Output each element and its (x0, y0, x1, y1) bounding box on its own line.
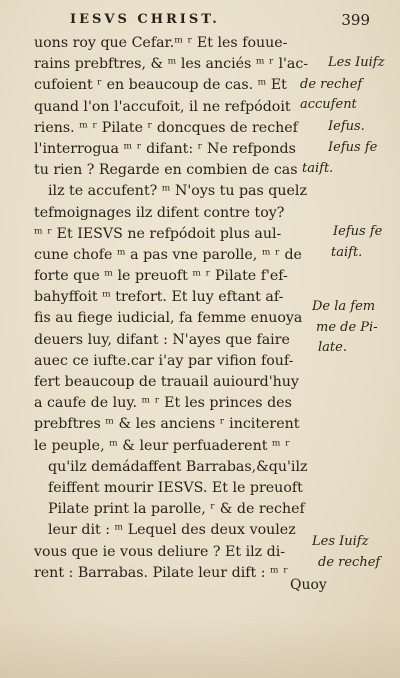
margin-note: Iefus. (328, 119, 365, 134)
margin-note: taift. (331, 245, 363, 260)
page-bottom-shade (0, 618, 400, 678)
margin-note: late. (318, 340, 347, 355)
running-head: IESVS CHRIST. (70, 12, 220, 27)
text-line: cufoient ʳ en beaucoup de cas. ᵐ Et (34, 77, 287, 94)
margin-note: accufent (300, 97, 357, 112)
text-line: tefmoignages ilz difent contre toy? (34, 204, 285, 221)
text-line: rains prebftres, & ᵐ les anciés ᵐ ʳ l'ac- (34, 56, 309, 73)
text-line: l'interrogua ᵐ ʳ difant: ʳ Ne refponds (34, 140, 296, 157)
text-line: uons roy que Cefar.ᵐ ʳ Et les fouue- (34, 35, 288, 51)
text-line: tu rien ? Regarde en combien de cas (34, 162, 298, 179)
margin-note: De la fem (312, 299, 376, 314)
page-header (40, 12, 370, 32)
margin-note: Les Iuifz (328, 55, 385, 70)
page-number: 399 (341, 11, 370, 29)
text-line: cune chofe ᵐ a pas vne parolle, ᵐ ʳ de (34, 246, 302, 263)
text-line: fis au fiege iudicial, fa femme enuoya (34, 310, 303, 327)
text-line: fert beaucoup de trauail auiourd'huy (34, 374, 299, 390)
text-line: leur dit : ᵐ Lequel des deux voulez (48, 522, 296, 539)
text-line: prebftres ᵐ & les anciens ʳ inciterent (34, 416, 300, 433)
text-line: qu'ilz demádaffent Barrabas,&qu'ilz (48, 458, 308, 475)
text-line: bahyffoit ᵐ trefort. Et luy eftant af- (34, 289, 284, 306)
catchword: Quoy (290, 577, 327, 593)
text-line: forte que ᵐ le preuoft ᵐ ʳ Pilate f'ef- (34, 268, 288, 285)
text-line: a caufe de luy. ᵐ ʳ Et les princes des (34, 395, 292, 412)
margin-note: de rechef (300, 77, 363, 92)
margin-note: taift. (302, 161, 334, 176)
text-line: auec ce iufte.car i'ay par vifion fouf- (34, 352, 294, 369)
text-line: deuers luy, difant : N'ayes que faire (34, 331, 290, 348)
margin-note: Iefus fe (328, 140, 378, 155)
text-line: feiffent mourir IESVS. Et le preuoft (48, 479, 303, 496)
text-line: riens. ᵐ ʳ Pilate ʳ doncques de rechef (34, 119, 298, 136)
text-line: vous que ie vous deliure ? Et ilz di- (34, 543, 286, 560)
margin-note: me de Pi- (316, 320, 378, 335)
text-line: Pilate print la parolle, ʳ & de rechef (48, 501, 305, 518)
main-text-block (34, 33, 330, 584)
margin-note: Les Iuifz (312, 534, 369, 549)
text-line: rent : Barrabas. Pilate leur dift : ᵐ ʳ (34, 564, 289, 581)
text-line: le peuple, ᵐ & leur perfuaderent ᵐ ʳ (34, 437, 291, 454)
text-line: ilz te accufent? ᵐ N'oys tu pas quelz (48, 183, 307, 200)
text-line: quand l'on l'accufoit, il ne refpódoit (34, 98, 291, 115)
margin-note: Iefus fe (333, 224, 383, 239)
text-line: ᵐ ʳ Et IESVS ne refpódoit plus aul- (34, 225, 282, 242)
margin-note: de rechef (318, 555, 381, 570)
